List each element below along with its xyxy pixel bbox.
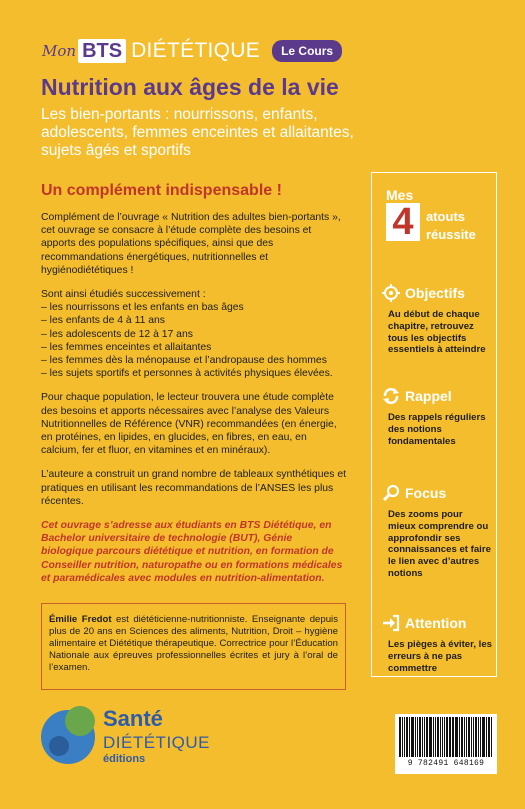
- book-title: Nutrition aux âges de la vie: [41, 74, 339, 100]
- author-bio: est diététicienne-nutritionniste. Enseignante depuis plus de 20 ans en Sciences des aliments, Nutrition, Droit – hygiène alimentaire et Diététique thérapeutique. Correctrice pour l’Éducation Nationale aux épreuves professionnelles écrites et jury à l’oral de l’examen.: [49, 614, 338, 674]
- back-cover-text: [41, 211, 346, 596]
- arrow-bracket-icon: [382, 614, 400, 632]
- tables-paragraph: L’auteure a construit un grand nombre de tableaux synthétiques et pratiques en utilisant les recommandations de l’ANSES les plus récentes.: [41, 469, 346, 507]
- atout-text: Des zooms pour mieux comprendre ou approfondir ses connaissances et faire le lien avec d’autres notions: [388, 509, 491, 579]
- series-brand: [42, 38, 342, 64]
- brand-mon: Mon: [42, 42, 77, 60]
- atout-text: Les pièges à éviter, les erreurs à ne pas commettre: [388, 639, 492, 674]
- audience-paragraph: Cet ouvrage s’adresse aux étudiants en BTS Diététique, en Bachelor universitaire de technologie (BUT), Génie biologique parcours diététique et nutrition, en formation de Conseiller nutrition, naturopathe ou en formations médicales et paramédicales avec modules en nutrition-alimentation.: [41, 520, 343, 584]
- brand-bts: BTS: [78, 39, 126, 63]
- publisher-logo: [41, 706, 231, 770]
- population-paragraph: Pour chaque population, le lecteur trouvera une étude complète des besoins et apports nécessaires avec l’analyse des Valeurs Nutritionnelles de Référence (VNR) recommandées (en énergie, en protéines, en lipides, en glucides, en fibres, en eau, en calcium, fer et fluor, en vitamines et en minéraux).: [41, 392, 337, 457]
- atouts-line2: réussite: [426, 227, 476, 242]
- atout-attention: [382, 613, 492, 674]
- logo-dark-fruit-icon: [49, 736, 69, 756]
- logo-sante: Santé: [103, 706, 163, 731]
- section-heading: Un complément indispensable !: [41, 182, 282, 199]
- atout-title: Objectifs: [405, 285, 465, 301]
- atouts-number: 4: [386, 203, 420, 241]
- atouts-panel: [371, 172, 497, 677]
- intro-paragraph: Complément de l’ouvrage « Nutrition des adultes bien-portants », cet ouvrage se consacre à l’étude complète des besoins et apports des populations spécifiques, ainsi que des recommandations énergétiques, nutritionnelles et hygiénodiététiques !: [41, 212, 341, 276]
- refresh-icon: [382, 387, 400, 405]
- logo-editions: éditions: [103, 753, 146, 765]
- atout-rappel: [382, 386, 492, 447]
- list-intro: Sont ainsi étudiés successivement :: [41, 289, 206, 301]
- barcode-bars: [399, 717, 493, 757]
- list-item: – les femmes enceintes et allaitantes: [41, 341, 212, 353]
- atouts-heading: [386, 181, 486, 241]
- barcode: [395, 714, 497, 774]
- atouts-line1: atouts: [426, 209, 465, 224]
- list-item: – les nourrissons et les enfants en bas âges: [41, 302, 244, 314]
- atout-text: Des rappels réguliers des notions fondamentales: [388, 412, 486, 447]
- author-name: Émilie Fredot: [49, 614, 112, 625]
- atout-focus: [382, 483, 492, 580]
- brand-dietetique: DIÉTÉTIQUE: [131, 39, 261, 62]
- atout-title: Attention: [405, 615, 467, 631]
- list-item: – les femmes dès la ménopause et l’andropause des hommes: [41, 355, 327, 367]
- atout-objectifs: [382, 283, 492, 356]
- list-item: – les adolescents de 12 à 17 ans: [41, 328, 193, 340]
- atout-text: Au début de chaque chapitre, retrouvez tous les objectifs essentiels à atteindre: [388, 309, 486, 356]
- atouts-mes: Mes: [386, 187, 414, 203]
- atout-title: Focus: [405, 485, 447, 501]
- le-cours-badge: Le Cours: [272, 40, 342, 62]
- book-subtitle: Les bien-portants : nourrissons, enfants, adolescents, femmes enceintes et allaitantes, sujets âgés et sportifs: [41, 106, 354, 159]
- isbn-number: 9 782491 648169: [407, 759, 485, 768]
- atout-title: Rappel: [405, 388, 452, 404]
- author-box: [41, 603, 346, 690]
- logo-dietetique: DIÉTÉTIQUE: [103, 733, 211, 752]
- list-item: – les enfants de 4 à 11 ans: [41, 315, 166, 327]
- magnifier-icon: [382, 484, 400, 502]
- list-item: – les sujets sportifs et personnes à activités physiques élevées.: [41, 368, 333, 380]
- studied-list: [41, 288, 346, 380]
- target-icon: [382, 284, 400, 302]
- logo-green-fruit-icon: [65, 706, 95, 736]
